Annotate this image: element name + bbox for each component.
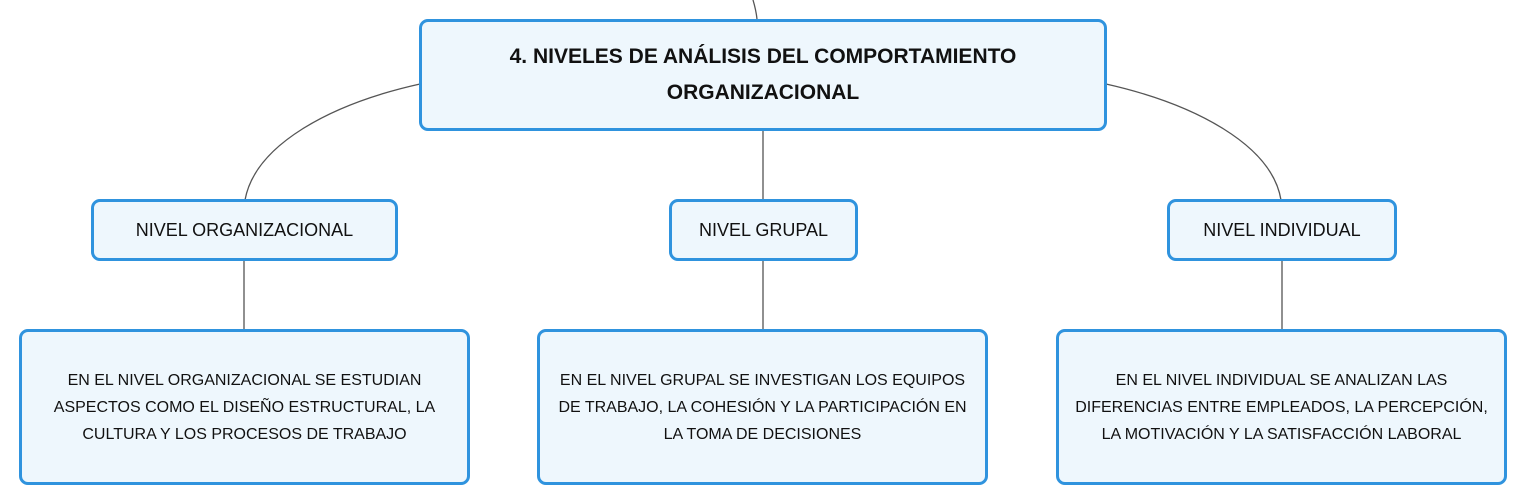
nivel-grupal-description: EN EL NIVEL GRUPAL SE INVESTIGAN LOS EQUIPOS DE TRABAJO, LA COHESIÓN Y LA PARTICIPACIÓN EN LA TOMA DE DECISIONES — [558, 371, 967, 443]
root-topic-node[interactable] — [419, 19, 1107, 131]
nivel-individual-description: EN EL NIVEL INDIVIDUAL SE ANALIZAN LAS DIFERENCIAS ENTRE EMPLEADOS, LA PERCEPCIÓN, LA MOTIVACIÓN Y LA SATISFACCIÓN LABORAL — [1075, 371, 1488, 443]
nivel-grupal-label: NIVEL GRUPAL — [698, 219, 829, 240]
nivel-organizacional-node[interactable] — [91, 199, 398, 261]
nivel-individual-node[interactable] — [1167, 199, 1397, 261]
connector-root-to-nivel-individual — [1106, 84, 1281, 200]
nivel-organizacional-label: NIVEL ORGANIZACIONAL — [135, 219, 354, 240]
root-topic-label: 4. NIVELES DE ANÁLISIS DEL COMPORTAMIENTO ORGANIZACIONAL — [509, 45, 1017, 104]
nivel-individual-description-node[interactable] — [1056, 329, 1507, 485]
connector-root-to-nivel-organizacional — [245, 84, 420, 200]
connector-parent-to-root — [753, 0, 757, 19]
nivel-organizacional-description: EN EL NIVEL ORGANIZACIONAL SE ESTUDIAN ASPECTOS COMO EL DISEÑO ESTRUCTURAL, LA CULTURA Y LOS PROCESOS DE TRABAJO — [53, 371, 436, 443]
nivel-individual-label: NIVEL INDIVIDUAL — [1203, 219, 1361, 240]
nivel-organizacional-description-node[interactable] — [19, 329, 470, 485]
nivel-grupal-node[interactable] — [669, 199, 858, 261]
nivel-grupal-description-node[interactable] — [537, 329, 988, 485]
